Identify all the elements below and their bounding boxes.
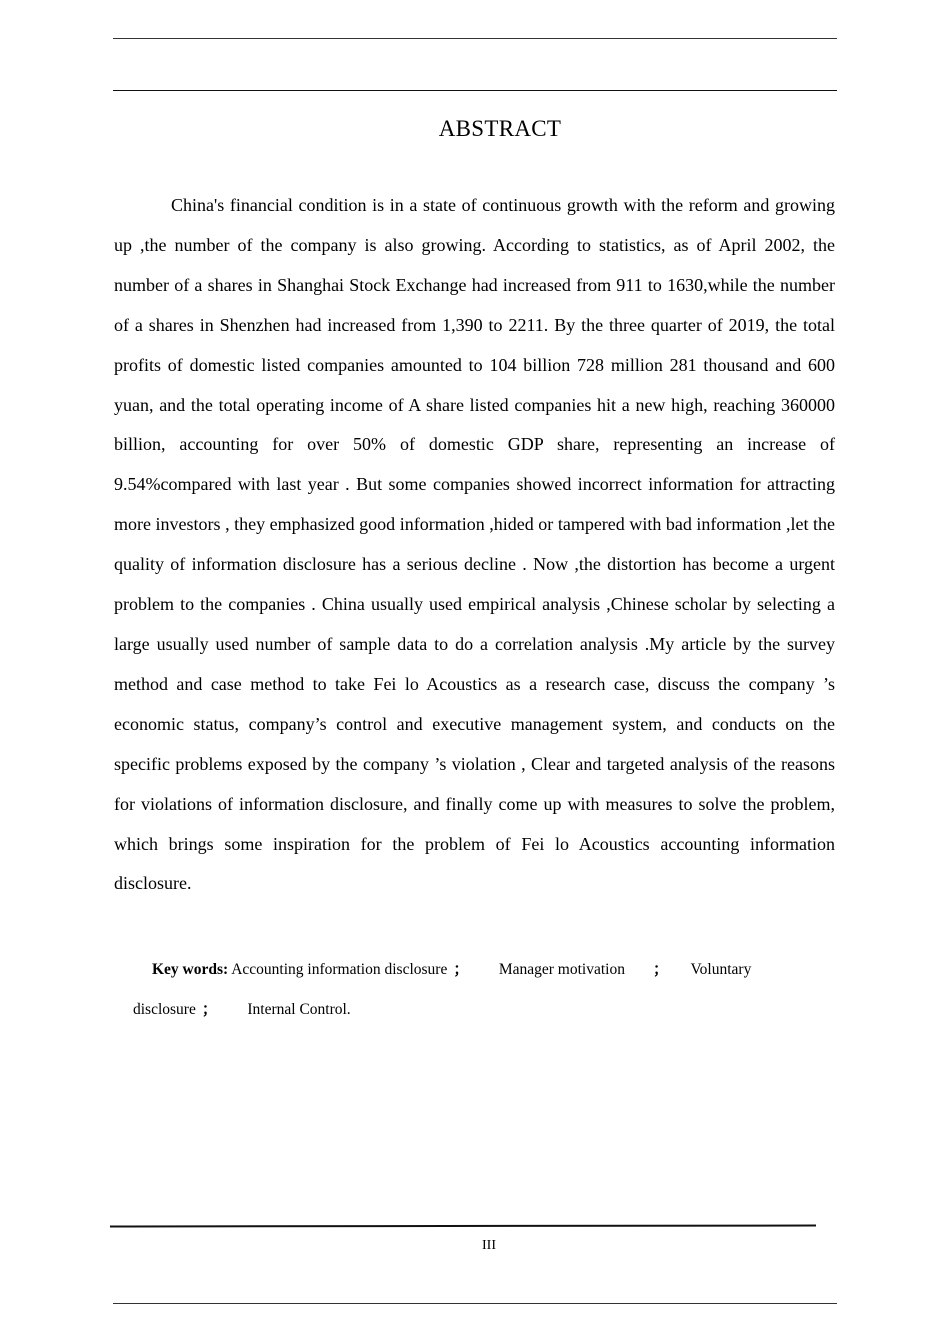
keywords-label: Key words: xyxy=(152,961,229,978)
keywords-line xyxy=(133,950,793,1029)
keyword-item: Internal Control. xyxy=(247,1000,351,1018)
page-number: III xyxy=(482,1238,496,1253)
footer-rule xyxy=(110,1225,816,1228)
header-top-rule xyxy=(113,38,837,39)
page-title: ABSTRACT xyxy=(438,116,562,141)
keyword-separator: ； xyxy=(201,1000,218,1018)
keyword-item: Manager motivation xyxy=(498,961,625,978)
keyword-separator: ； xyxy=(453,961,469,978)
abstract-paragraph: China's financial condition is in a state of continuous growth with the reform and growing up ,the number of the company is also growing. According to statistics, as of April 2002, the number of a shares in Shanghai Stock Exchange had increased from 911 to 1630,while the number of a shares in Shenzhen had increased from 1,390 to 2211. By the three quarter of 2019, the total profits of domestic listed companies amounted to 104 billion 728 million 281 thousand and 600 yuan, and the total operating income of A share listed companies hit a new high, reaching 360000 billion, accounting for over 50% of domestic GDP share, representing an increase of 9.54%compared with last year . But some companies showed incorrect information for attracting more investors , they emphasized good information ,hided or tampered with bad information ,let the quality of information disclosure has a serious decline . Now ,the distortion has become a urgent problem to the companies . China usually used empirical analysis ,Chinese scholar by selecting a large usually used number of sample data to do a correlation analysis .My article by the survey method and case method to take Fei lo Acoustics as a research case, discuss the company ’s economic status, company’s control and executive management system, and conducts on the specific problems exposed by the company ’s violation , Clear and targeted analysis of the reasons for violations of information disclosure, and finally come up with measures to solve the problem, which brings some inspiration for the problem of Fei lo Acoustics accounting information disclosure. xyxy=(114,195,835,894)
keyword-item: Accounting information disclosure xyxy=(231,961,448,978)
header-bottom-rule xyxy=(113,90,837,91)
page-bottom-rule xyxy=(113,1303,837,1304)
keyword-item: Voluntary disclosure xyxy=(133,961,752,1018)
keyword-separator: ； xyxy=(652,961,669,978)
